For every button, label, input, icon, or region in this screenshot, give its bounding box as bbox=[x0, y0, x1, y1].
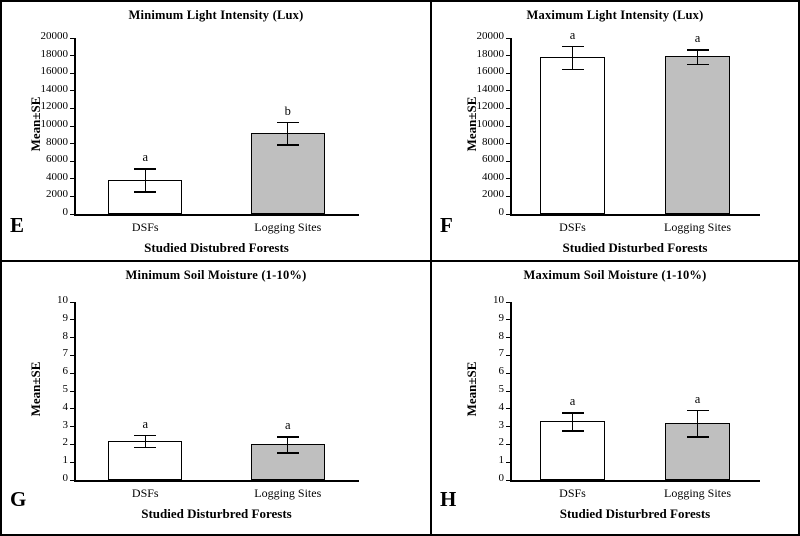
bar bbox=[665, 56, 730, 214]
plot-area bbox=[2, 2, 430, 260]
y-tick-label: 8 bbox=[62, 329, 68, 342]
error-bar-cap-bottom bbox=[134, 191, 156, 192]
plot-area bbox=[432, 2, 798, 260]
x-tick-label: Logging Sites bbox=[663, 220, 731, 234]
error-bar-cap-top bbox=[562, 46, 584, 47]
y-tick-mark bbox=[70, 462, 74, 463]
y-tick-mark bbox=[506, 462, 510, 463]
y-tick-label: 9 bbox=[498, 311, 504, 324]
y-tick-label: 18000 bbox=[40, 47, 68, 60]
y-tick-mark bbox=[506, 214, 510, 215]
y-tick-mark bbox=[70, 480, 74, 481]
y-axis-label: Mean±SE bbox=[28, 361, 43, 417]
y-tick-mark bbox=[506, 355, 510, 356]
x-axis-line bbox=[510, 214, 760, 216]
x-axis-label: Studied Disturbred Forests bbox=[559, 506, 711, 521]
y-tick-mark bbox=[506, 444, 510, 445]
x-tick-label: Logging Sites bbox=[254, 220, 322, 234]
y-tick-mark bbox=[70, 214, 74, 215]
x-axis-line bbox=[74, 480, 359, 482]
y-tick-label: 2000 bbox=[482, 188, 504, 201]
y-tick-label: 4000 bbox=[482, 170, 504, 183]
y-tick-mark bbox=[70, 178, 74, 179]
x-axis-label: Studied Disturbed Forests bbox=[562, 240, 708, 255]
y-tick-mark bbox=[506, 73, 510, 74]
error-bar-cap-bottom bbox=[277, 452, 299, 453]
chart-title: Maximum Soil Moisture (1-10%) bbox=[523, 268, 707, 282]
panel-letter: H bbox=[440, 487, 457, 511]
y-tick-label: 3 bbox=[62, 418, 68, 431]
significance-letter: a bbox=[569, 27, 576, 42]
significance-letter: a bbox=[284, 418, 291, 433]
y-tick-label: 14000 bbox=[40, 82, 68, 95]
significance-letter: a bbox=[694, 391, 701, 406]
y-tick-mark bbox=[506, 337, 510, 338]
y-tick-label: 4000 bbox=[46, 170, 68, 183]
y-tick-mark bbox=[70, 373, 74, 374]
y-tick-mark bbox=[70, 90, 74, 91]
y-axis-label: Mean±SE bbox=[464, 96, 479, 152]
y-tick-mark bbox=[506, 480, 510, 481]
error-bar-cap-top bbox=[687, 410, 709, 411]
panel-f bbox=[432, 2, 798, 262]
x-tick-label: DSFs bbox=[131, 220, 159, 234]
y-tick-mark bbox=[506, 373, 510, 374]
error-bar-cap-bottom bbox=[562, 430, 584, 431]
y-tick-mark bbox=[70, 126, 74, 127]
x-axis-line bbox=[510, 480, 760, 482]
y-tick-label: 4 bbox=[498, 400, 504, 413]
y-tick-mark bbox=[506, 126, 510, 127]
y-tick-label: 8000 bbox=[46, 135, 68, 148]
x-tick-label: DSFs bbox=[559, 220, 586, 234]
y-tick-mark bbox=[70, 108, 74, 109]
error-bar-cap-top bbox=[134, 435, 156, 436]
y-axis-line bbox=[510, 302, 512, 481]
error-bar bbox=[697, 49, 698, 63]
y-tick-label: 10000 bbox=[476, 118, 504, 130]
y-tick-mark bbox=[70, 196, 74, 197]
y-tick-mark bbox=[70, 408, 74, 409]
y-tick-label: 6 bbox=[498, 365, 504, 378]
plot-area bbox=[2, 262, 430, 534]
y-tick-mark bbox=[70, 55, 74, 56]
y-tick-label: 10000 bbox=[40, 118, 68, 130]
y-tick-label: 6000 bbox=[482, 153, 504, 166]
y-tick-mark bbox=[70, 161, 74, 162]
y-tick-label: 0 bbox=[62, 206, 68, 218]
significance-letter: b bbox=[284, 103, 291, 118]
error-bar bbox=[572, 46, 573, 69]
y-tick-mark bbox=[506, 426, 510, 427]
y-axis-line bbox=[74, 38, 76, 215]
error-bar-cap-bottom bbox=[687, 64, 709, 65]
y-tick-mark bbox=[506, 302, 510, 303]
y-tick-mark bbox=[506, 55, 510, 56]
y-tick-mark bbox=[70, 319, 74, 320]
panel-e bbox=[2, 2, 432, 262]
error-bar-cap-bottom bbox=[277, 144, 299, 145]
error-bar-cap-top bbox=[134, 168, 156, 169]
y-tick-label: 14000 bbox=[476, 82, 504, 95]
y-tick-mark bbox=[506, 143, 510, 144]
plot-area bbox=[432, 262, 798, 534]
y-tick-mark bbox=[70, 302, 74, 303]
y-tick-label: 5 bbox=[62, 383, 68, 395]
chart-title: Maximum Light Intensity (Lux) bbox=[526, 8, 704, 22]
y-tick-mark bbox=[506, 38, 510, 39]
y-tick-mark bbox=[70, 143, 74, 144]
y-tick-label: 10 bbox=[493, 294, 504, 306]
y-tick-mark bbox=[506, 178, 510, 179]
error-bar bbox=[287, 436, 288, 452]
x-axis-label: Studied Distubred Forests bbox=[144, 240, 289, 255]
y-axis-label: Mean±SE bbox=[464, 361, 479, 417]
y-tick-label: 16000 bbox=[476, 65, 504, 78]
y-tick-mark bbox=[70, 426, 74, 427]
significance-letter: a bbox=[142, 150, 149, 165]
y-axis-line bbox=[74, 302, 76, 481]
error-bar bbox=[287, 122, 288, 145]
y-tick-label: 20000 bbox=[476, 30, 504, 42]
y-tick-mark bbox=[70, 355, 74, 356]
panel-letter: E bbox=[10, 213, 25, 237]
error-bar-cap-bottom bbox=[134, 447, 156, 448]
y-tick-mark bbox=[70, 444, 74, 445]
error-bar-cap-bottom bbox=[687, 436, 709, 437]
y-tick-label: 7 bbox=[498, 347, 504, 360]
x-tick-label: DSFs bbox=[559, 486, 586, 500]
y-tick-mark bbox=[506, 408, 510, 409]
y-tick-label: 2 bbox=[498, 436, 504, 449]
y-tick-label: 1 bbox=[62, 454, 68, 467]
y-tick-label: 1 bbox=[498, 454, 504, 467]
y-axis-label: Mean±SE bbox=[28, 96, 43, 152]
y-tick-label: 6000 bbox=[46, 153, 68, 166]
panel-letter: F bbox=[440, 213, 453, 237]
y-tick-label: 8 bbox=[498, 329, 504, 342]
error-bar bbox=[145, 168, 146, 191]
y-tick-label: 0 bbox=[498, 472, 504, 484]
x-tick-label: Logging Sites bbox=[663, 486, 731, 500]
error-bar-cap-top bbox=[277, 122, 299, 123]
error-bar-cap-bottom bbox=[562, 69, 584, 70]
y-tick-mark bbox=[506, 196, 510, 197]
significance-letter: a bbox=[569, 394, 576, 409]
y-tick-label: 0 bbox=[498, 206, 504, 218]
y-tick-label: 16000 bbox=[40, 65, 68, 78]
y-tick-mark bbox=[506, 391, 510, 392]
chart-title: Minimum Soil Moisture (1-10%) bbox=[125, 268, 307, 282]
y-tick-label: 2 bbox=[62, 436, 68, 449]
y-tick-label: 0 bbox=[62, 472, 68, 484]
y-tick-mark bbox=[506, 161, 510, 162]
y-tick-label: 5 bbox=[498, 383, 504, 395]
chart-title: Minimum Light Intensity (Lux) bbox=[128, 8, 304, 22]
error-bar-cap-top bbox=[687, 49, 709, 50]
panel-h bbox=[432, 262, 798, 534]
x-tick-label: DSFs bbox=[131, 486, 159, 500]
x-axis-label: Studied Disturbred Forests bbox=[141, 506, 292, 521]
panel-g bbox=[2, 262, 432, 534]
y-tick-label: 3 bbox=[498, 418, 504, 431]
y-tick-label: 12000 bbox=[476, 100, 504, 113]
x-axis-line bbox=[74, 214, 359, 216]
y-tick-mark bbox=[70, 337, 74, 338]
y-tick-mark bbox=[506, 108, 510, 109]
y-tick-label: 10 bbox=[57, 294, 68, 306]
error-bar-cap-top bbox=[562, 412, 584, 413]
error-bar bbox=[145, 435, 146, 447]
significance-letter: a bbox=[142, 416, 149, 431]
error-bar bbox=[572, 412, 573, 430]
y-tick-label: 7 bbox=[62, 347, 68, 360]
panel-letter: G bbox=[10, 487, 27, 511]
y-tick-label: 12000 bbox=[40, 100, 68, 113]
y-tick-mark bbox=[506, 90, 510, 91]
y-tick-label: 9 bbox=[62, 311, 68, 324]
y-tick-label: 8000 bbox=[482, 135, 504, 148]
y-tick-label: 4 bbox=[62, 400, 68, 413]
significance-letter: a bbox=[694, 31, 701, 46]
x-tick-label: Logging Sites bbox=[254, 486, 322, 500]
y-tick-label: 2000 bbox=[46, 188, 68, 201]
error-bar-cap-top bbox=[277, 436, 299, 437]
y-tick-label: 20000 bbox=[40, 30, 68, 42]
y-tick-mark bbox=[70, 38, 74, 39]
error-bar bbox=[697, 410, 698, 437]
y-axis-line bbox=[510, 38, 512, 215]
y-tick-mark bbox=[70, 73, 74, 74]
y-tick-mark bbox=[506, 319, 510, 320]
y-tick-mark bbox=[70, 391, 74, 392]
bar bbox=[540, 57, 605, 214]
y-tick-label: 18000 bbox=[476, 47, 504, 60]
y-tick-label: 6 bbox=[62, 365, 68, 378]
